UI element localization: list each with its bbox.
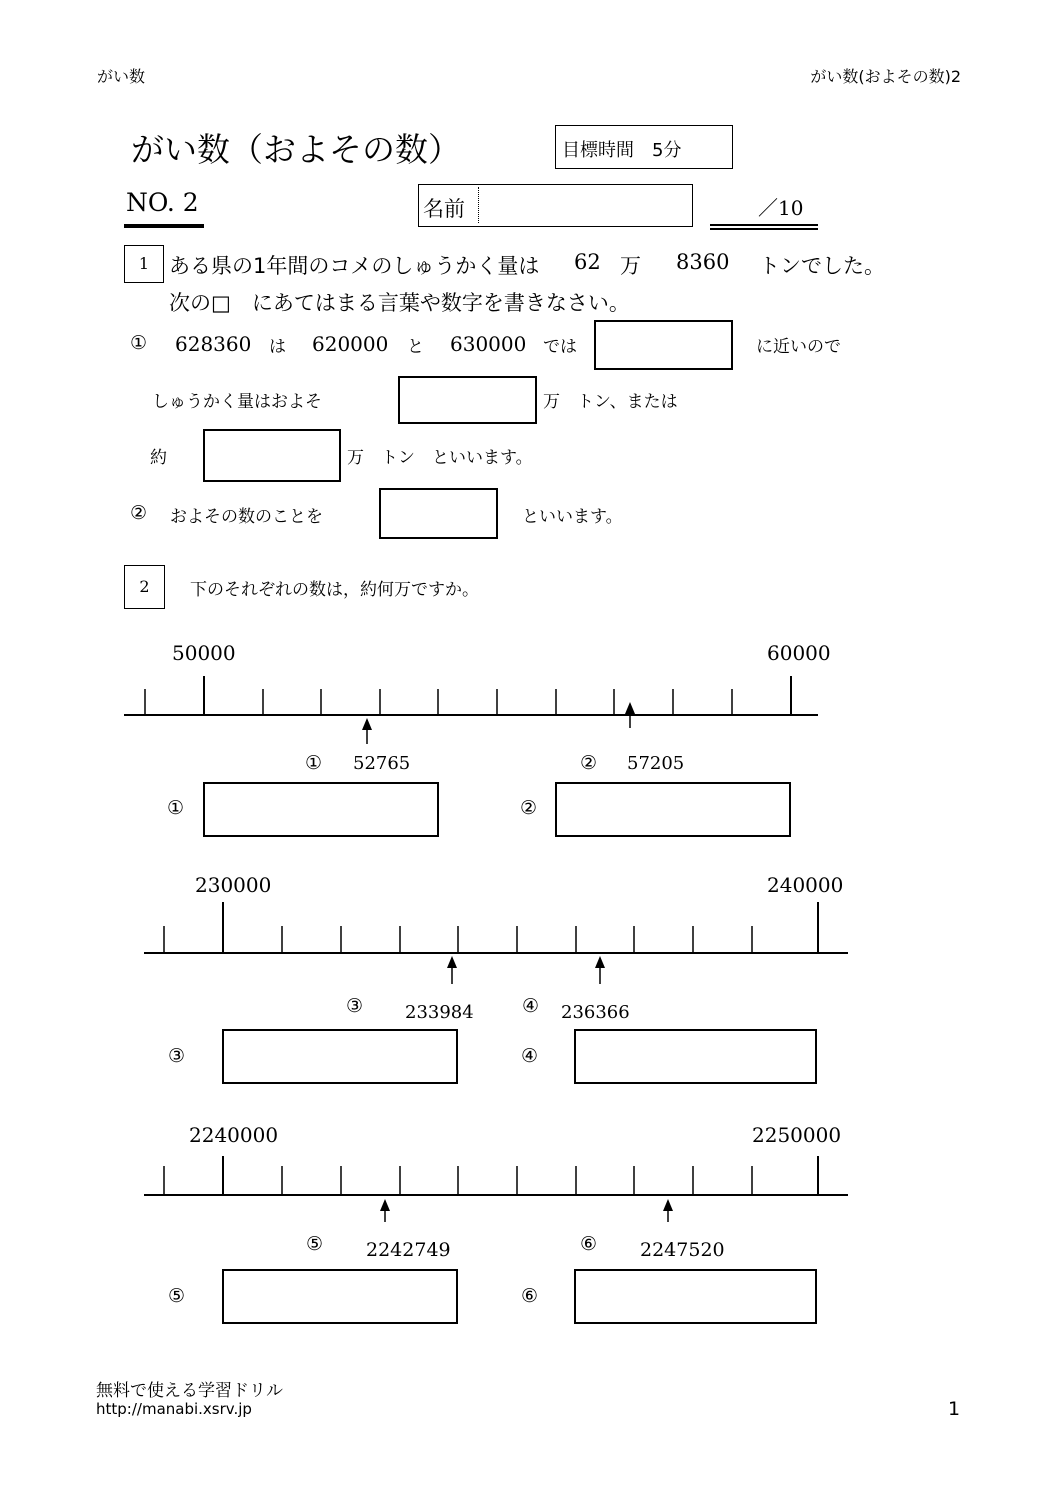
q1-p2-after: 万 トン、または [543,392,678,412]
q1-p1-to: と [407,337,424,357]
nl1-answer2-mark: ② [520,797,538,819]
q1-number: 1 [124,245,164,283]
q1-line1-e: トンでした。 [759,254,885,278]
nl1-arrow2-value: 57205 [627,753,685,774]
nl1-end-label: 60000 [767,641,831,665]
nl1-start-label: 50000 [172,641,236,665]
nl2-arrow2-mark: ④ [522,995,540,1017]
number-line-1 [124,676,818,744]
arrow-head [663,1199,673,1211]
answer-box-4[interactable] [574,1029,817,1084]
q1-p1-deha: では [543,337,577,357]
q1-p4-before: およその数のことを [170,507,323,527]
arrow-head [362,718,372,730]
number-line-3 [144,1156,848,1222]
q1-line1-a: ある県の1年間のコメのしゅうかく量は [169,254,540,278]
nl3-arrow2-mark: ⑥ [580,1233,598,1255]
q1-p4-mark: ② [130,502,148,524]
score: ／10 [758,196,804,220]
nl1-arrow1-mark: ① [305,752,323,774]
header-left: がい数 [97,67,146,86]
q1-p4-after: といいます。 [522,507,623,527]
header-right: がい数(およその数)2 [810,67,961,86]
answer-box-1[interactable] [203,782,439,837]
q1-p1-n3: 630000 [450,332,527,356]
name-label: 名前 [423,197,465,221]
nl1-arrow2-mark: ② [580,752,598,774]
footer-url[interactable]: http://manabi.xsrv.jp [96,1400,252,1418]
q1-p1-n1: 628360 [175,332,252,356]
number-line-2 [144,902,848,984]
target-time-text: 目標時間 5分 [562,140,682,161]
q1-p2-before: しゅうかく量はおよそ [152,392,322,412]
nl3-arrow1-value: 2242749 [366,1239,451,1261]
footer-site-name: 無料で使える学習ドリル [96,1381,283,1401]
q1-p1-after: に近いので [756,337,841,357]
q1-p3-before: 約 [150,448,167,468]
q1-line1-b: 62 [574,250,601,274]
q1-line1-d: 8360 [676,250,730,274]
answer-box-2[interactable] [555,782,791,837]
nl3-end-label: 2250000 [752,1123,842,1147]
nl2-start-label: 230000 [195,873,272,897]
nl2-answer1-mark: ③ [168,1045,186,1067]
nl2-answer2-mark: ④ [521,1045,539,1067]
nl3-arrow1-mark: ⑤ [306,1233,324,1255]
q1-p1-n2: 620000 [312,332,389,356]
nl3-start-label: 2240000 [189,1123,279,1147]
arrow-head [625,702,635,714]
worksheet-number: NO. 2 [126,188,199,217]
answer-box-3[interactable] [222,1029,458,1084]
q2-text: 下のそれぞれの数は，約何万ですか。 [190,580,479,600]
nl2-arrow1-mark: ③ [346,995,364,1017]
q1-p3-after: 万 トン といいます。 [347,448,533,468]
nl2-arrow2-value: 236366 [561,1002,630,1023]
arrow-head [380,1199,390,1211]
nl2-end-label: 240000 [767,873,844,897]
q1-p1-mark: ① [130,332,148,354]
q2-number: 2 [124,565,165,609]
q1-line2: 次の□ にあてはまる言葉や数字を書きなさい。 [169,291,630,315]
arrow-head [595,956,605,968]
answer-box-6[interactable] [574,1269,817,1324]
answer-box-5[interactable] [222,1269,458,1324]
nl1-answer1-mark: ① [167,797,185,819]
q1-line1-c: 万 [620,254,641,278]
page-number: 1 [948,1398,961,1420]
page-title: がい数（およその数） [131,130,461,169]
arrow-head [447,956,457,968]
q1-p1-ha: は [269,337,286,357]
nl3-answer1-mark: ⑤ [168,1285,186,1307]
nl3-arrow2-value: 2247520 [640,1239,725,1261]
nl3-answer2-mark: ⑥ [521,1285,539,1307]
nl1-arrow1-value: 52765 [353,753,411,774]
nl2-arrow1-value: 233984 [405,1002,474,1023]
